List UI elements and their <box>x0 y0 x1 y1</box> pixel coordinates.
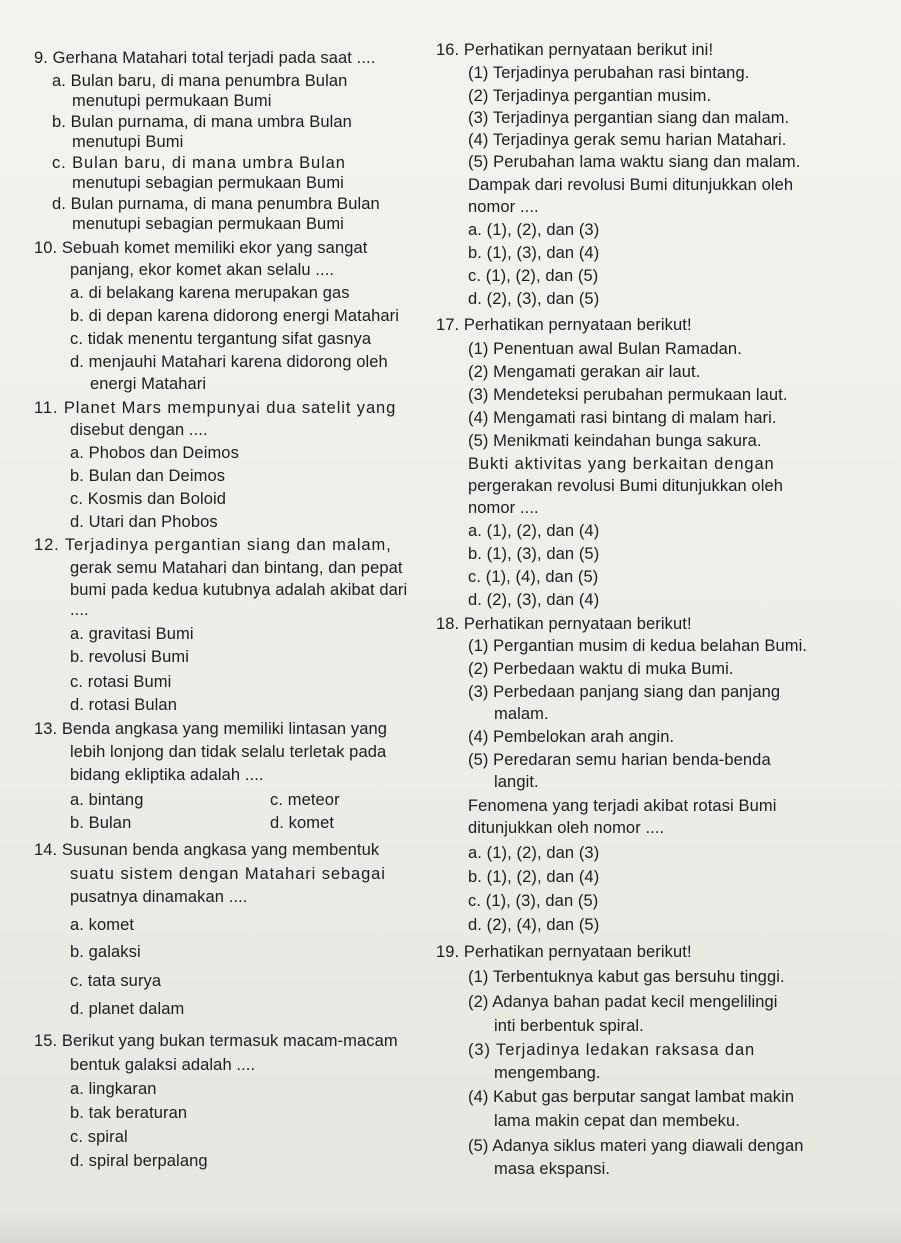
question-15-option-b: b. tak beraturan <box>70 1104 188 1122</box>
question-14-option-b: b. galaksi <box>70 943 141 961</box>
question-18-statement-5-cont: langit. <box>494 773 539 791</box>
question-19-statement-3: (3) Terjadinya ledakan raksasa dan <box>468 1041 756 1059</box>
question-11-option-a: a. Phobos dan Deimos <box>70 444 239 462</box>
question-17-statement-1: (1) Penentuan awal Bulan Ramadan. <box>468 340 742 358</box>
question-19-statement-4-cont: lama makin cepat dan membeku. <box>494 1112 740 1130</box>
question-12-option-b: b. revolusi Bumi <box>70 648 189 666</box>
question-19-statement-1: (1) Terbentuknya kabut gas bersuhu tinggi. <box>468 968 785 986</box>
question-18-statement-3-cont: malam. <box>494 705 549 723</box>
question-18-question: Fenomena yang terjadi akibat rotasi Bumi <box>468 797 777 815</box>
question-18-option-a: a. (1), (2), dan (3) <box>468 844 600 862</box>
question-17-option-a: a. (1), (2), dan (4) <box>468 522 600 540</box>
question-17-option-b: b. (1), (3), dan (5) <box>468 545 600 563</box>
question-9-option-d-cont: menutupi sebagian permukaan Bumi <box>72 215 344 233</box>
question-13-option-a: a. bintang <box>70 791 144 809</box>
question-12-stem: 12. Terjadinya pergantian siang dan malam, <box>34 536 392 554</box>
question-14-stem: 14. Susunan benda angkasa yang membentuk <box>34 841 380 859</box>
question-11-option-d: d. Utari dan Phobos <box>70 513 218 531</box>
question-17-stem: 17. Perhatikan pernyataan berikut! <box>436 316 692 334</box>
question-18-statement-5: (5) Peredaran semu harian benda-benda <box>468 751 771 769</box>
question-17-option-d: d. (2), (3), dan (4) <box>468 591 600 609</box>
question-17-question-cont-2: nomor .... <box>468 499 539 517</box>
question-12-stem-cont-3: .... <box>70 601 89 619</box>
question-16-statement-4: (4) Terjadinya gerak semu harian Matahari. <box>468 131 787 149</box>
question-17-statement-2: (2) Mengamati gerakan air laut. <box>468 363 701 381</box>
question-17-statement-3: (3) Mendeteksi perubahan permukaan laut. <box>468 386 788 404</box>
question-19-statement-2: (2) Adanya bahan padat kecil mengelilingi <box>468 993 778 1011</box>
question-9-option-b: b. Bulan purnama, di mana umbra Bulan <box>52 113 352 131</box>
question-12-option-d: d. rotasi Bulan <box>70 696 177 714</box>
question-19-statement-4: (4) Kabut gas berputar sangat lambat makin <box>468 1088 795 1106</box>
question-12-stem-cont-1: gerak semu Matahari dan bintang, dan pepat <box>70 559 403 577</box>
question-12-stem-cont-2: bumi pada kedua kutubnya adalah akibat dari <box>70 581 408 599</box>
question-19-statement-3-cont: mengembang. <box>494 1064 601 1082</box>
question-11-stem-cont: disebut dengan .... <box>70 421 208 439</box>
question-16-statement-2: (2) Terjadinya pergantian musim. <box>468 87 712 105</box>
question-19-statement-5: (5) Adanya siklus materi yang diawali dengan <box>468 1137 804 1155</box>
question-10-option-a: a. di belakang karena merupakan gas <box>70 284 350 302</box>
question-10-stem-cont: panjang, ekor komet akan selalu .... <box>70 261 335 279</box>
question-16-stem: 16. Perhatikan pernyataan berikut ini! <box>436 41 714 59</box>
question-16-statement-5: (5) Perubahan lama waktu siang dan malam. <box>468 153 801 171</box>
question-18-question-cont: ditunjukkan oleh nomor .... <box>468 819 665 837</box>
question-18-option-d: d. (2), (4), dan (5) <box>468 916 600 934</box>
question-10-option-d: d. menjauhi Matahari karena didorong oleh <box>70 353 388 371</box>
question-16-question: Dampak dari revolusi Bumi ditunjukkan oleh <box>468 176 794 194</box>
question-10-stem: 10. Sebuah komet memiliki ekor yang sangat <box>34 239 368 257</box>
question-15-stem-cont: bentuk galaksi adalah .... <box>70 1056 256 1074</box>
question-11-option-b: b. Bulan dan Deimos <box>70 467 226 485</box>
question-9-option-c: c. Bulan baru, di mana umbra Bulan <box>52 154 346 172</box>
question-11-stem: 11. Planet Mars mempunyai dua satelit yang <box>34 399 397 417</box>
question-14-stem-cont-1: suatu sistem dengan Matahari sebagai <box>70 865 386 883</box>
question-18-statement-4: (4) Pembelokan arah angin. <box>468 728 675 746</box>
question-17-statement-4: (4) Mengamati rasi bintang di malam hari. <box>468 409 777 427</box>
question-9-option-d: d. Bulan purnama, di mana penumbra Bulan <box>52 195 380 213</box>
question-9-option-a-cont: menutupi permukaan Bumi <box>72 92 272 110</box>
question-18-statement-3: (3) Perbedaan panjang siang dan panjang <box>468 683 781 701</box>
question-13-stem-cont-2: bidang ekliptika adalah .... <box>70 766 264 784</box>
question-15-option-d: d. spiral berpalang <box>70 1152 208 1170</box>
question-10-option-d-cont: energi Matahari <box>90 375 207 393</box>
question-16-option-d: d. (2), (3), dan (5) <box>468 290 600 308</box>
question-18-statement-2: (2) Perbedaan waktu di muka Bumi. <box>468 660 734 678</box>
question-16-option-c: c. (1), (2), dan (5) <box>468 267 599 285</box>
question-10-option-c: c. tidak menentu tergantung sifat gasnya <box>70 330 372 348</box>
question-12-option-c: c. rotasi Bumi <box>70 673 172 691</box>
question-14-stem-cont-2: pusatnya dinamakan .... <box>70 888 248 906</box>
question-14-option-a: a. komet <box>70 916 135 934</box>
question-15-stem: 15. Berikut yang bukan termasuk macam-macam <box>34 1032 398 1050</box>
question-9-option-b-cont: menutupi Bumi <box>72 133 184 151</box>
question-18-option-b: b. (1), (2), dan (4) <box>468 868 600 886</box>
question-18-stem: 18. Perhatikan pernyataan berikut! <box>436 615 692 633</box>
question-16-statement-3: (3) Terjadinya pergantian siang dan malam. <box>468 109 790 127</box>
question-17-question: Bukti aktivitas yang berkaitan dengan <box>468 455 775 473</box>
question-9-option-c-cont: menutupi sebagian permukaan Bumi <box>72 174 344 192</box>
question-18-option-c: c. (1), (3), dan (5) <box>468 892 599 910</box>
question-16-option-a: a. (1), (2), dan (3) <box>468 221 600 239</box>
question-13-stem-cont-1: lebih lonjong dan tidak selalu terletak pada <box>70 743 387 761</box>
question-16-statement-1: (1) Terjadinya perubahan rasi bintang. <box>468 64 750 82</box>
question-19-stem: 19. Perhatikan pernyataan berikut! <box>436 943 692 961</box>
question-12-option-a: a. gravitasi Bumi <box>70 625 194 643</box>
question-13-stem: 13. Benda angkasa yang memiliki lintasan yang <box>34 720 388 738</box>
question-19-statement-2-cont: inti berbentuk spiral. <box>494 1017 644 1035</box>
question-15-option-c: c. spiral <box>70 1128 128 1146</box>
question-17-option-c: c. (1), (4), dan (5) <box>468 568 599 586</box>
question-14-option-c: c. tata surya <box>70 972 162 990</box>
question-11-option-c: c. Kosmis dan Boloid <box>70 490 227 508</box>
question-15-option-a: a. lingkaran <box>70 1080 157 1098</box>
question-19-statement-5-cont: masa ekspansi. <box>494 1160 611 1178</box>
question-9-stem: 9. Gerhana Matahari total terjadi pada saat .... <box>34 49 376 67</box>
question-16-option-b: b. (1), (3), dan (4) <box>468 244 600 262</box>
question-13-option-d: d. komet <box>270 814 335 832</box>
question-16-question-cont: nomor .... <box>468 198 539 216</box>
page-bottom-shade <box>0 1210 901 1243</box>
question-13-option-c: c. meteor <box>270 791 340 809</box>
question-18-statement-1: (1) Pergantian musim di kedua belahan Bumi. <box>468 637 808 655</box>
question-14-option-d: d. planet dalam <box>70 1000 185 1018</box>
question-13-option-b: b. Bulan <box>70 814 132 832</box>
question-9-option-a: a. Bulan baru, di mana penumbra Bulan <box>52 72 348 90</box>
question-17-question-cont-1: pergerakan revolusi Bumi ditunjukkan oleh <box>468 477 784 495</box>
question-17-statement-5: (5) Menikmati keindahan bunga sakura. <box>468 432 762 450</box>
question-10-option-b: b. di depan karena didorong energi Matahari <box>70 307 400 325</box>
